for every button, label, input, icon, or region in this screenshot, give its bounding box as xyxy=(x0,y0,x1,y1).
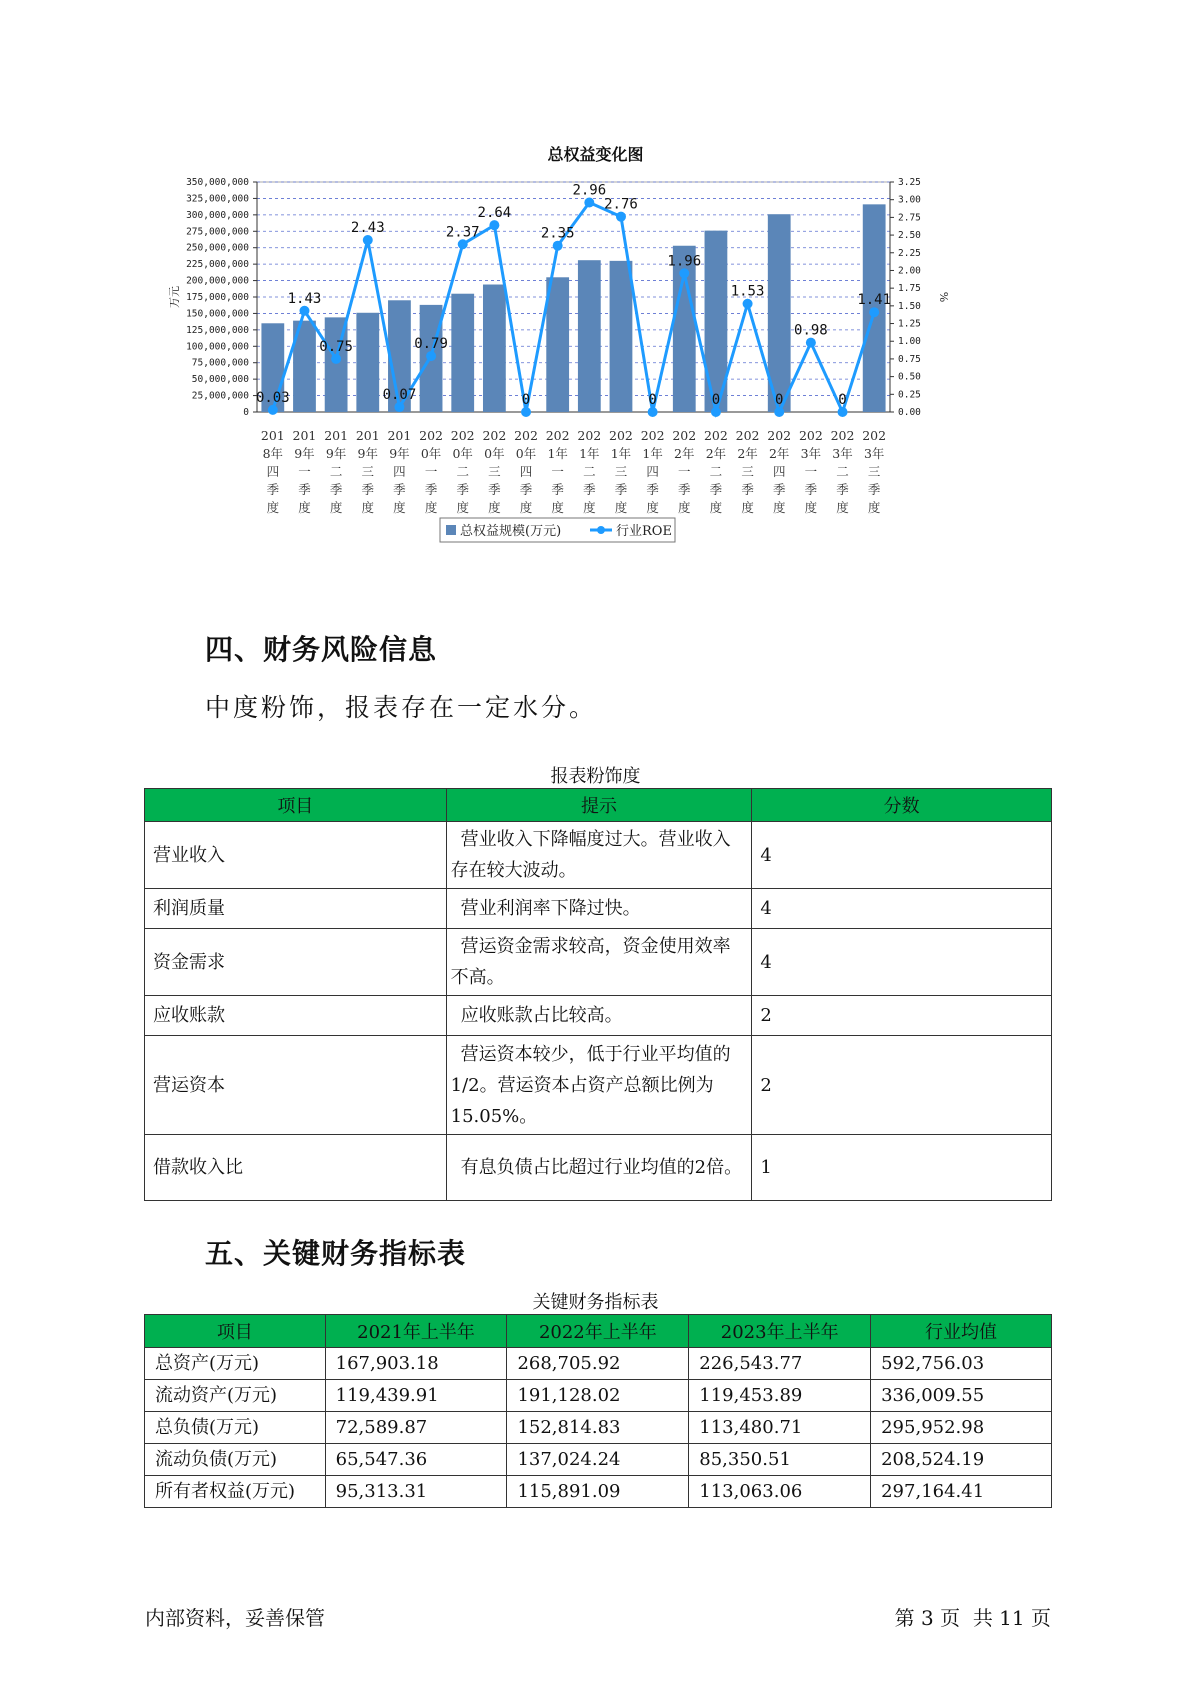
row-score: 4 xyxy=(752,929,1052,996)
y-left-tick-label: 25,000,000 xyxy=(191,390,249,402)
row-item: 应收账款 xyxy=(145,996,447,1036)
x-tick-label: 202 xyxy=(735,428,760,443)
roe-point xyxy=(648,407,658,417)
y-left-tick-label: 125,000,000 xyxy=(186,324,249,336)
y-right-tick-label: 1.00 xyxy=(898,336,921,348)
y-right-tick-label: 3.00 xyxy=(898,194,921,206)
x-tick-label: 0年 xyxy=(452,446,473,461)
cell: 72,589.87 xyxy=(325,1412,507,1444)
row-item: 资金需求 xyxy=(145,929,447,996)
y-left-tick-label: 100,000,000 xyxy=(186,341,249,353)
roe-point xyxy=(426,351,436,361)
footer-note: 内部资料，妥善保管 xyxy=(145,1606,325,1630)
row-item: 利润质量 xyxy=(145,889,447,929)
x-tick-label: 202 xyxy=(798,428,823,443)
roe-data-label: 2.76 xyxy=(604,196,638,213)
cell: 167,903.18 xyxy=(325,1348,507,1380)
y-left-tick-label: 250,000,000 xyxy=(186,242,249,254)
x-tick-label: 季 xyxy=(836,482,849,497)
header-item: 项目 xyxy=(145,1315,326,1348)
x-tick-label: 季 xyxy=(424,482,438,497)
roe-data-label: 0 xyxy=(711,392,721,408)
y-left-axis-label: 万元 xyxy=(168,286,181,308)
x-tick-label: 度 xyxy=(867,500,881,515)
x-tick-label: 季 xyxy=(678,482,691,497)
y-right-tick-label: 3.25 xyxy=(898,177,921,188)
x-tick-label: 9年 xyxy=(389,446,410,461)
roe-data-label: 1.96 xyxy=(667,253,702,270)
section4-heading: 四、财务风险信息 xyxy=(205,633,438,666)
x-tick-label: 202 xyxy=(703,428,728,443)
roe-data-label: 2.43 xyxy=(350,220,385,237)
cell: 113,063.06 xyxy=(689,1476,871,1508)
equity-chart xyxy=(160,170,960,590)
x-tick-label: 度 xyxy=(266,500,280,515)
x-tick-label: 202 xyxy=(862,428,887,443)
x-tick-label: 一 xyxy=(298,464,311,479)
x-tick-label: 四 xyxy=(519,464,533,479)
roe-point xyxy=(774,407,784,417)
cell: 65,547.36 xyxy=(325,1444,507,1476)
x-tick-label: 2年 xyxy=(768,446,790,461)
roe-data-label: 0.98 xyxy=(794,322,828,339)
y-left-tick-label: 175,000,000 xyxy=(186,292,249,303)
y-right-tick-label: 1.50 xyxy=(898,300,921,312)
table-row xyxy=(145,822,1052,889)
x-tick-label: 季 xyxy=(329,482,343,497)
y-right-tick-label: 2.75 xyxy=(898,212,921,224)
header-2023: 2023年上半年 xyxy=(689,1315,871,1348)
x-tick-label: 0年 xyxy=(515,446,537,461)
x-tick-label: 季 xyxy=(298,482,311,497)
cell: 85,350.51 xyxy=(689,1444,871,1476)
table1-caption: 报表粉饰度 xyxy=(550,766,641,787)
x-tick-label: 度 xyxy=(836,500,849,515)
x-tick-label: 度 xyxy=(646,500,659,515)
roe-point xyxy=(331,354,341,364)
x-tick-label: 2年 xyxy=(737,446,758,461)
x-tick-label: 度 xyxy=(551,500,564,515)
cell: 95,313.31 xyxy=(325,1476,507,1508)
x-tick-label: 2年 xyxy=(705,446,727,461)
y-left-tick-label: 225,000,000 xyxy=(186,259,249,271)
x-tick-label: 季 xyxy=(583,482,596,497)
cell: 208,524.19 xyxy=(871,1444,1052,1476)
legend-bar-label: 总权益规模(万元) xyxy=(460,524,562,539)
x-tick-label: 季 xyxy=(614,482,628,497)
x-tick-label: 季 xyxy=(519,482,533,497)
header-2022: 2022年上半年 xyxy=(507,1315,689,1348)
roe-point xyxy=(711,407,721,417)
key-financial-table xyxy=(144,1314,1052,1508)
y-left-tick-label: 300,000,000 xyxy=(186,209,249,221)
table-row xyxy=(145,1380,1052,1412)
section4-text: 中度粉饰，报表存在一定水分。 xyxy=(205,693,598,722)
cell: 137,024.24 xyxy=(507,1444,689,1476)
x-tick-label: 201 xyxy=(387,428,412,443)
x-tick-label: 201 xyxy=(292,428,317,443)
row-score: 2 xyxy=(752,1036,1052,1135)
x-tick-label: 一 xyxy=(678,464,691,479)
y-right-tick-label: 0.75 xyxy=(898,353,921,365)
bar xyxy=(483,285,506,412)
x-tick-label: 三 xyxy=(614,464,628,479)
cell: 191,128.02 xyxy=(507,1380,689,1412)
x-tick-label: 度 xyxy=(393,500,406,515)
table-row xyxy=(145,1412,1052,1444)
x-tick-label: 202 xyxy=(609,428,633,443)
x-tick-label: 度 xyxy=(488,500,501,515)
table-row xyxy=(145,1476,1052,1508)
x-tick-label: 三 xyxy=(867,464,881,479)
roe-data-label: 2.37 xyxy=(445,224,480,241)
x-tick-label: 1年 xyxy=(642,446,663,461)
x-tick-label: 9年 xyxy=(325,446,347,461)
x-tick-label: 1年 xyxy=(547,446,568,461)
row-tip: 营业收入下降幅度过大。营业收入存在较大波动。 xyxy=(446,822,752,889)
legend-bar-swatch xyxy=(446,525,456,535)
cell: 336,009.55 xyxy=(871,1380,1052,1412)
x-tick-label: 202 xyxy=(419,428,444,443)
y-right-tick-label: 2.00 xyxy=(898,265,921,277)
roe-data-label: 2.96 xyxy=(572,182,607,199)
x-tick-label: 202 xyxy=(767,428,792,443)
x-tick-label: 一 xyxy=(424,464,438,479)
cell: 297,164.41 xyxy=(871,1476,1052,1508)
row-score: 4 xyxy=(752,822,1052,889)
roe-point xyxy=(489,220,499,230)
y-right-tick-label: 2.50 xyxy=(898,230,921,242)
x-tick-label: 三 xyxy=(361,464,375,479)
bar xyxy=(546,277,569,412)
x-tick-label: 3年 xyxy=(832,446,853,461)
roe-data-label: 0.79 xyxy=(414,336,448,353)
roe-point xyxy=(521,407,531,417)
y-right-tick-label: 0.00 xyxy=(898,407,921,418)
header-item: 项目 xyxy=(145,789,447,822)
bar xyxy=(451,294,474,412)
x-tick-label: 二 xyxy=(583,464,596,479)
x-tick-label: 3年 xyxy=(863,446,885,461)
whitewash-table xyxy=(144,788,1052,1201)
x-tick-label: 202 xyxy=(672,428,697,443)
roe-point xyxy=(869,307,879,317)
x-tick-label: 202 xyxy=(514,428,538,443)
x-tick-label: 度 xyxy=(741,500,754,515)
roe-point xyxy=(363,235,373,245)
x-tick-label: 三 xyxy=(741,464,754,479)
y-left-tick-label: 75,000,000 xyxy=(191,357,249,369)
roe-point xyxy=(616,212,626,222)
x-tick-label: 度 xyxy=(424,500,438,515)
row-tip: 营运资金需求较高，资金使用效率不高。 xyxy=(446,929,752,996)
roe-point xyxy=(394,402,404,412)
x-tick-label: 二 xyxy=(456,464,469,479)
y-right-tick-label: 2.25 xyxy=(898,247,921,259)
legend-line-label: 行业ROE xyxy=(616,524,672,539)
x-tick-label: 季 xyxy=(393,482,406,497)
y-left-tick-label: 350,000,000 xyxy=(186,177,249,188)
x-tick-label: 季 xyxy=(488,482,501,497)
table-row xyxy=(145,1135,1052,1201)
x-tick-label: 度 xyxy=(678,500,691,515)
roe-point xyxy=(806,338,816,348)
x-tick-label: 四 xyxy=(646,464,659,479)
cell: 总负债(万元) xyxy=(145,1412,326,1444)
roe-data-label: 0 xyxy=(521,392,531,408)
page-number: 第 3 页 共 11 页 xyxy=(894,1606,1051,1630)
x-tick-label: 9年 xyxy=(357,446,379,461)
x-tick-label: 季 xyxy=(551,482,564,497)
x-tick-label: 季 xyxy=(804,482,818,497)
x-tick-label: 度 xyxy=(456,500,469,515)
x-tick-label: 度 xyxy=(519,500,533,515)
cell: 268,705.92 xyxy=(507,1348,689,1380)
x-tick-label: 一 xyxy=(551,464,564,479)
bar xyxy=(356,313,379,412)
y-left-tick-label: 275,000,000 xyxy=(186,226,249,238)
roe-data-label: 2.64 xyxy=(477,205,512,222)
y-right-tick-label: 1.75 xyxy=(898,283,921,295)
x-tick-label: 四 xyxy=(266,464,280,479)
x-tick-label: 季 xyxy=(867,482,881,497)
x-tick-label: 一 xyxy=(804,464,818,479)
x-tick-label: 1年 xyxy=(579,446,600,461)
cell: 113,480.71 xyxy=(689,1412,871,1444)
x-tick-label: 202 xyxy=(577,428,602,443)
x-tick-label: 度 xyxy=(614,500,628,515)
cell: 119,453.89 xyxy=(689,1380,871,1412)
x-tick-label: 季 xyxy=(266,482,280,497)
roe-data-label: 1.53 xyxy=(730,283,765,300)
row-tip: 营运资本较少，低于行业平均值的1/2。营运资本占资产总额比例为15.05%。 xyxy=(446,1036,752,1135)
table-row xyxy=(145,996,1052,1036)
x-tick-label: 季 xyxy=(361,482,375,497)
roe-data-label: 0.03 xyxy=(255,389,290,406)
roe-data-label: 0.75 xyxy=(319,338,353,355)
row-score: 2 xyxy=(752,996,1052,1036)
row-item: 借款收入比 xyxy=(145,1135,447,1201)
roe-data-label: 1.43 xyxy=(287,290,322,307)
table-row xyxy=(145,889,1052,929)
y-right-tick-label: 0.25 xyxy=(898,389,921,401)
legend-line-marker xyxy=(597,526,605,534)
x-tick-label: 8年 xyxy=(262,446,284,461)
x-tick-label: 季 xyxy=(646,482,659,497)
y-right-tick-label: 1.25 xyxy=(898,318,921,330)
header-tip: 提示 xyxy=(446,789,752,822)
x-tick-label: 三 xyxy=(488,464,501,479)
x-tick-label: 202 xyxy=(640,428,665,443)
row-score: 4 xyxy=(752,889,1052,929)
cell: 115,891.09 xyxy=(507,1476,689,1508)
y-left-tick-label: 0 xyxy=(243,407,249,418)
row-score: 1 xyxy=(752,1135,1052,1201)
x-tick-label: 0年 xyxy=(484,446,505,461)
cell: 流动负债(万元) xyxy=(145,1444,326,1476)
x-tick-label: 度 xyxy=(772,500,786,515)
x-tick-label: 度 xyxy=(329,500,343,515)
row-tip: 营业利润率下降过快。 xyxy=(446,889,752,929)
cell: 295,952.98 xyxy=(871,1412,1052,1444)
x-tick-label: 1年 xyxy=(610,446,632,461)
roe-point xyxy=(743,299,753,309)
roe-data-label: 0 xyxy=(838,392,847,408)
y-left-tick-label: 325,000,000 xyxy=(186,193,249,205)
x-tick-label: 季 xyxy=(772,482,786,497)
x-tick-label: 二 xyxy=(329,464,343,479)
cell: 所有者权益(万元) xyxy=(145,1476,326,1508)
x-tick-label: 二 xyxy=(836,464,849,479)
x-tick-label: 201 xyxy=(324,428,349,443)
bar xyxy=(610,261,633,412)
cell: 592,756.03 xyxy=(871,1348,1052,1380)
roe-point xyxy=(679,268,689,278)
x-tick-label: 202 xyxy=(545,428,570,443)
header-score: 分数 xyxy=(752,789,1052,822)
roe-data-label: 0.07 xyxy=(382,387,417,404)
x-tick-label: 季 xyxy=(709,482,723,497)
cell: 152,814.83 xyxy=(507,1412,689,1444)
roe-data-label: 0 xyxy=(648,392,657,408)
roe-point xyxy=(838,407,848,417)
y-left-tick-label: 200,000,000 xyxy=(186,275,249,287)
row-item: 营业收入 xyxy=(145,822,447,889)
y-left-tick-label: 150,000,000 xyxy=(186,308,249,320)
y-right-axis-label: % xyxy=(937,291,950,303)
x-tick-label: 度 xyxy=(361,500,375,515)
row-tip: 应收账款占比较高。 xyxy=(446,996,752,1036)
roe-point xyxy=(299,306,309,316)
table-row xyxy=(145,929,1052,996)
x-tick-label: 季 xyxy=(741,482,754,497)
x-tick-label: 四 xyxy=(772,464,786,479)
header-2021: 2021年上半年 xyxy=(325,1315,507,1348)
chart-title: 总权益变化图 xyxy=(547,145,644,164)
roe-data-label: 2.35 xyxy=(540,225,575,242)
x-tick-label: 度 xyxy=(804,500,818,515)
y-left-tick-label: 50,000,000 xyxy=(191,374,249,386)
x-tick-label: 202 xyxy=(482,428,507,443)
x-tick-label: 3年 xyxy=(800,446,822,461)
cell: 119,439.91 xyxy=(325,1380,507,1412)
cell: 226,543.77 xyxy=(689,1348,871,1380)
y-right-tick-label: 0.50 xyxy=(898,371,921,383)
header-industry-avg: 行业均值 xyxy=(871,1315,1052,1348)
table-row xyxy=(145,1036,1052,1135)
x-tick-label: 季 xyxy=(456,482,469,497)
roe-point xyxy=(584,198,594,208)
x-tick-label: 四 xyxy=(393,464,406,479)
bar xyxy=(578,260,601,412)
row-tip: 有息负债占比超过行业均值的2倍。 xyxy=(446,1135,752,1201)
table2-caption: 关键财务指标表 xyxy=(532,1292,659,1313)
x-tick-label: 度 xyxy=(583,500,596,515)
roe-data-label: 1.41 xyxy=(857,292,892,309)
x-tick-label: 202 xyxy=(450,428,475,443)
x-tick-label: 201 xyxy=(260,428,285,443)
x-tick-label: 202 xyxy=(830,428,855,443)
x-tick-label: 度 xyxy=(709,500,723,515)
table-row xyxy=(145,1444,1052,1476)
x-tick-label: 9年 xyxy=(294,446,315,461)
table-row xyxy=(145,1348,1052,1380)
roe-point xyxy=(268,405,278,415)
cell: 总资产(万元) xyxy=(145,1348,326,1380)
section5-heading: 五、关键财务指标表 xyxy=(205,1237,467,1270)
x-tick-label: 二 xyxy=(709,464,723,479)
x-tick-label: 2年 xyxy=(674,446,695,461)
x-tick-label: 201 xyxy=(355,428,380,443)
x-tick-label: 度 xyxy=(298,500,311,515)
row-item: 营运资本 xyxy=(145,1036,447,1135)
cell: 流动资产(万元) xyxy=(145,1380,326,1412)
roe-data-label: 0 xyxy=(775,392,784,408)
x-tick-label: 0年 xyxy=(420,446,442,461)
roe-point xyxy=(553,241,563,251)
roe-point xyxy=(458,239,468,249)
